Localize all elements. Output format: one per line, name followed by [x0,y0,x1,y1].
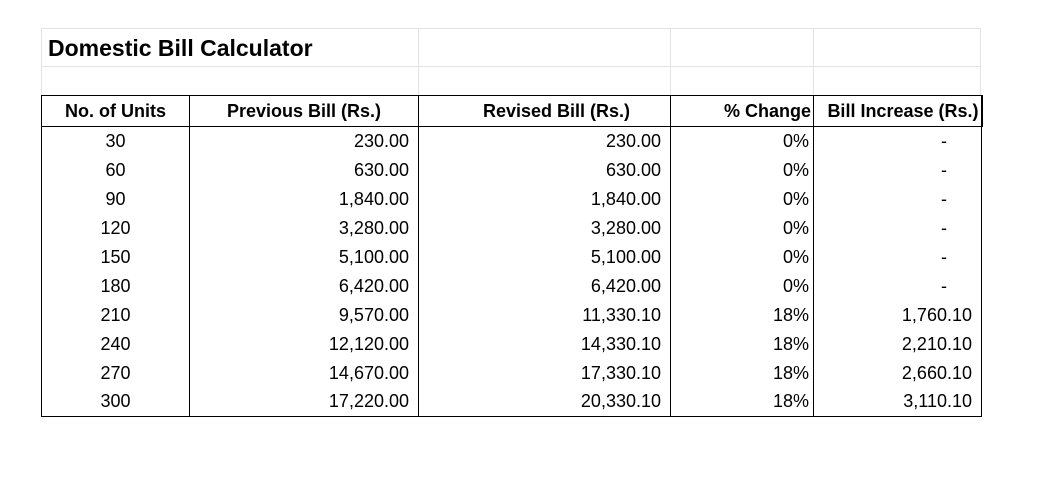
cell-revised-bill[interactable]: 6,420.00 [419,272,671,301]
cell-units[interactable]: 240 [42,330,190,359]
cell-percent-change[interactable]: 0% [671,127,814,156]
cell-revised-bill[interactable]: 20,330.10 [419,388,671,417]
table-row [42,243,982,272]
cell-percent-change[interactable]: 0% [671,156,814,185]
cell-units[interactable]: 210 [42,301,190,330]
cell-bill-increase[interactable]: - [814,185,982,214]
cell-units[interactable]: 150 [42,243,190,272]
cell-units[interactable]: 30 [42,127,190,156]
header-units[interactable]: No. of Units [42,96,190,127]
cell-bill-increase[interactable]: 2,210.10 [814,330,982,359]
cell-percent-change[interactable]: 0% [671,185,814,214]
table-row [42,185,982,214]
cell-percent-change[interactable]: 0% [671,272,814,301]
cell-revised-bill[interactable]: 11,330.10 [419,301,671,330]
cell-previous-bill[interactable]: 12,120.00 [190,330,419,359]
cell-previous-bill[interactable]: 14,670.00 [190,359,419,388]
table-row [42,214,982,243]
table-row [42,156,982,185]
table-row [42,330,982,359]
cell-percent-change[interactable]: 0% [671,243,814,272]
cell-revised-bill[interactable]: 1,840.00 [419,185,671,214]
header-bill-increase[interactable]: Bill Increase (Rs.) [814,96,982,127]
cell-previous-bill[interactable]: 1,840.00 [190,185,419,214]
header-percent-change[interactable]: % Change [671,96,814,127]
cell-percent-change[interactable]: 18% [671,388,814,417]
cell-previous-bill[interactable]: 630.00 [190,156,419,185]
cell-revised-bill[interactable]: 3,280.00 [419,214,671,243]
cell-units[interactable]: 120 [42,214,190,243]
cell-percent-change[interactable]: 18% [671,330,814,359]
table-row [42,272,982,301]
cell-revised-bill[interactable]: 230.00 [419,127,671,156]
cell-bill-increase[interactable]: - [814,272,982,301]
table-row [42,359,982,388]
cell-revised-bill[interactable]: 14,330.10 [419,330,671,359]
table-row [42,127,982,156]
header-previous-bill[interactable]: Previous Bill (Rs.) [190,96,419,127]
cell-bill-increase[interactable]: - [814,127,982,156]
cell-units[interactable]: 60 [42,156,190,185]
cell-previous-bill[interactable]: 6,420.00 [190,272,419,301]
cell-units[interactable]: 90 [42,185,190,214]
cell-units[interactable]: 300 [42,388,190,417]
cell-revised-bill[interactable]: 630.00 [419,156,671,185]
cell-bill-increase[interactable]: 1,760.10 [814,301,982,330]
cell-percent-change[interactable]: 0% [671,214,814,243]
cell-units[interactable]: 180 [42,272,190,301]
header-revised-bill[interactable]: Revised Bill (Rs.) [419,96,671,127]
cell-bill-increase[interactable]: 2,660.10 [814,359,982,388]
table-row [42,388,982,417]
cell-bill-increase[interactable]: - [814,243,982,272]
cell-percent-change[interactable]: 18% [671,359,814,388]
cell-previous-bill[interactable]: 17,220.00 [190,388,419,417]
header-row [42,96,982,127]
cell-revised-bill[interactable]: 17,330.10 [419,359,671,388]
cell-previous-bill[interactable]: 9,570.00 [190,301,419,330]
table-row [42,301,982,330]
cell-bill-increase[interactable]: - [814,156,982,185]
cell-units[interactable]: 270 [42,359,190,388]
cell-bill-increase[interactable]: 3,110.10 [814,388,982,417]
cell-previous-bill[interactable]: 3,280.00 [190,214,419,243]
cell-previous-bill[interactable]: 230.00 [190,127,419,156]
cell-previous-bill[interactable]: 5,100.00 [190,243,419,272]
bill-table [41,95,983,417]
cell-percent-change[interactable]: 18% [671,301,814,330]
cell-bill-increase[interactable]: - [814,214,982,243]
sheet-title: Domestic Bill Calculator [48,35,313,61]
cell-revised-bill[interactable]: 5,100.00 [419,243,671,272]
